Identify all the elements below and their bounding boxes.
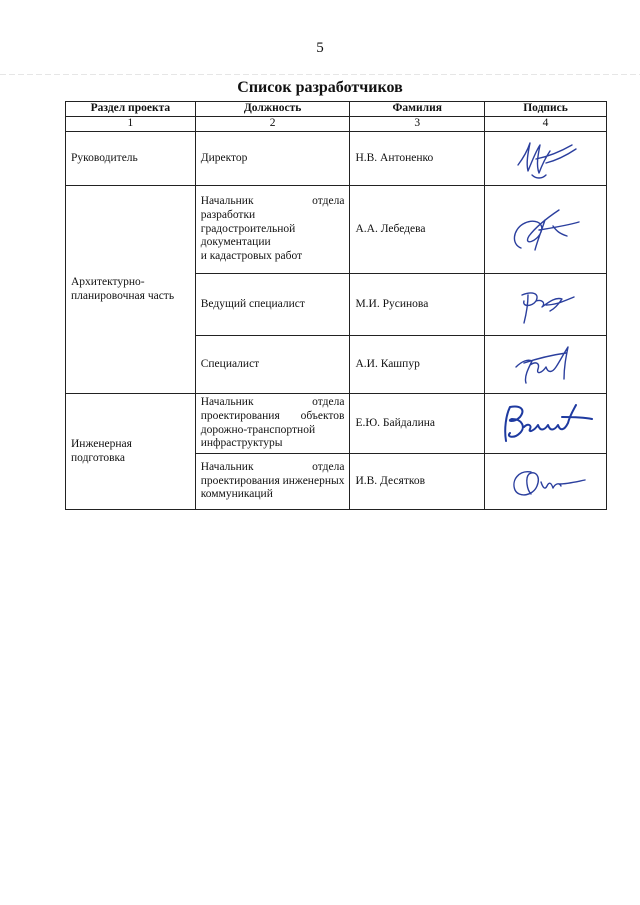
column-number: 3 [350,117,485,132]
section-name: Инженерная подготовка [66,394,196,510]
position-cell: Директор [195,132,350,186]
column-number: 4 [485,117,607,132]
column-number-row [66,117,607,132]
position-cell: Специалист [195,336,350,394]
page-number: 5 [316,40,324,56]
header-surname: Фамилия [350,102,485,117]
signature-antonenko [506,135,586,183]
surname-cell: Н.В. Антоненко [350,132,485,186]
signature-cell [485,274,607,336]
table-row [66,132,607,186]
position-cell: Начальник отдела разработки градостроительной документации и кадастровых работ [195,186,350,274]
table-row [66,186,607,274]
signature-baidalina [496,397,596,451]
surname-cell: И.В. Десятков [350,454,485,510]
signature-kashpur [506,339,586,391]
column-number: 1 [66,117,196,132]
signature-rusinova [506,281,586,329]
signature-lebedeva [501,200,591,260]
position-cell: Начальник отдела проектирования объектов дорожно-транспортной инфраструктуры [195,394,350,454]
surname-cell: А.И. Кашпур [350,336,485,394]
section-name: Руководитель [66,132,196,186]
page-title: Список разработчиков [237,79,403,96]
signature-desyatkov [501,460,591,504]
surname-cell: М.И. Русинова [350,274,485,336]
table-row [66,394,607,454]
surname-cell: Е.Ю. Байдалина [350,394,485,454]
signature-cell [485,454,607,510]
position-cell: Ведущий специалист [195,274,350,336]
header-signature: Подпись [485,102,607,117]
header-section: Раздел проекта [66,102,196,117]
signature-cell [485,394,607,454]
signature-cell [485,186,607,274]
signature-cell [485,132,607,186]
signature-cell [485,336,607,394]
section-name: Архитектурно- планировочная часть [66,186,196,394]
surname-cell: А.А. Лебедева [350,186,485,274]
scan-artifact-line [0,74,640,75]
header-position: Должность [195,102,350,117]
column-number: 2 [195,117,350,132]
position-cell: Начальник отдела проектирования инженерных коммуникаций [195,454,350,510]
developers-table [65,101,607,510]
header-row [66,102,607,117]
